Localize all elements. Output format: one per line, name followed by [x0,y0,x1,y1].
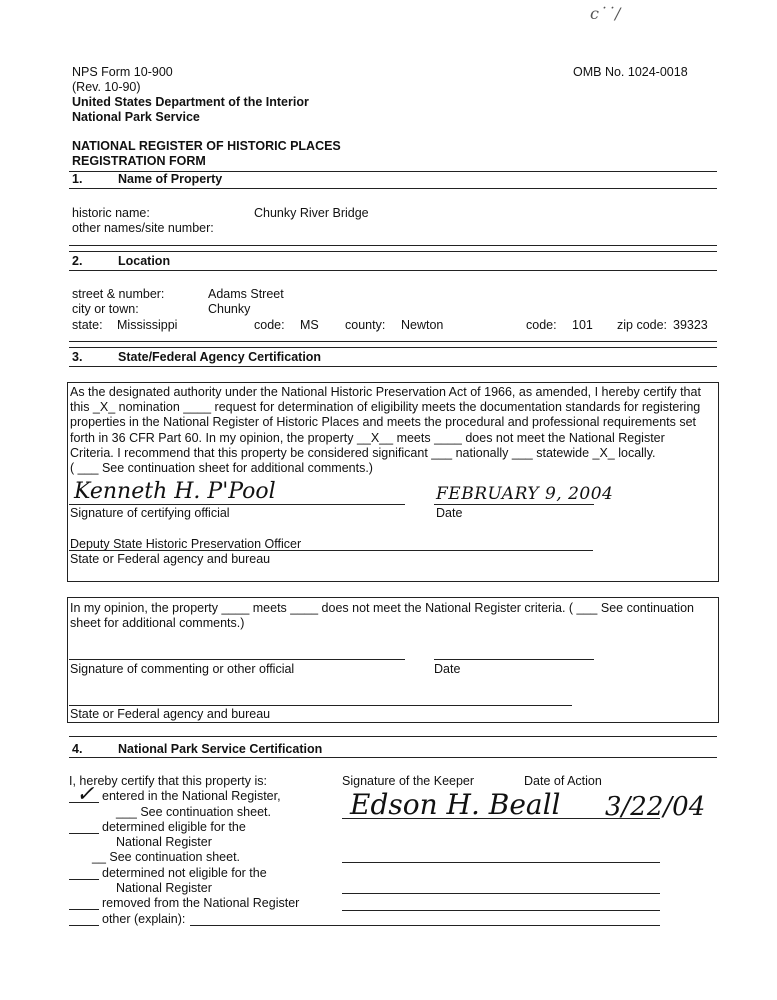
historic-name-label: historic name: [72,206,150,220]
blank-line [69,802,99,803]
certification-date: FEBRUARY 9, 2004 [436,484,614,504]
rule [69,366,717,367]
signature-label: Signature of certifying official [70,506,230,520]
option-not-eligible-cont: National Register [116,881,212,895]
form-title-line1: NATIONAL REGISTER OF HISTORIC PLACES [72,139,341,153]
zip-value: 39323 [673,318,708,332]
comment-date-line [434,659,594,660]
comment-date-label: Date [434,662,461,676]
comment-agency-line [69,705,572,706]
agency-label: State or Federal agency and bureau [70,552,271,566]
form-title-line2: REGISTRATION FORM [72,154,206,168]
keeper-signature: Edson H. Beall [350,788,561,821]
blank-line [342,910,660,911]
other-names-label: other names/site number: [72,221,214,235]
keeper-label: Signature of the Keeper [342,774,475,788]
state-code-label: code: [254,318,285,332]
city-label: city or town: [72,302,139,316]
comment-signature-line [69,659,405,660]
state-label: state: [72,318,103,332]
option-entered: entered in the National Register, [102,789,281,803]
county-label: county: [345,318,386,332]
department: United States Department of the Interior [72,95,309,109]
section1-title: Name of Property [118,172,223,186]
option-eligible: determined eligible for the [102,820,246,834]
option-other: other (explain): [102,912,186,926]
rule [69,736,717,737]
section4-title: National Park Service Certification [118,742,323,756]
state-code-value: MS [300,318,319,332]
opinion-text [70,601,716,631]
entered-check: ✓ [76,782,95,807]
rule [69,251,717,252]
county-code-label: code: [526,318,557,332]
county-code-value: 101 [572,318,593,332]
section2-number: 2. [72,254,83,268]
date-label: Date [436,506,463,520]
nps-intro: I, hereby certify that this property is: [69,774,267,788]
historic-name-value: Chunky River Bridge [254,206,369,220]
option-eligible-cont: National Register [116,835,212,849]
option-not-eligible: determined not eligible for the [102,866,267,880]
option-removed: removed from the National Register [102,896,300,910]
official-title: Deputy State Historic Preservation Officer [70,537,302,551]
other-line [190,925,660,926]
rule [69,347,717,348]
certification-text [70,385,716,476]
blank-line [69,909,99,910]
comment-agency-label: State or Federal agency and bureau [70,707,271,721]
cert-line: this _X_ nomination ____ request for determination of eligibility meets the documentation standards for registering [70,400,701,415]
rule [69,270,717,271]
section2-title: Location [118,254,171,268]
omb-number: OMB No. 1024-0018 [573,65,688,79]
city-value: Chunky [208,302,251,316]
comment-signature-label: Signature of commenting or other official [70,662,295,676]
cert-line: Criteria. I recommend that this property be considered significant ___ nationally ___ statewide _X_ locally. [70,445,656,460]
form-number: NPS Form 10-900 [72,65,173,79]
section3-number: 3. [72,350,83,364]
county-value: Newton [401,318,444,332]
blank-line [342,893,660,894]
cert-line: properties in the National Register of Historic Places and meets the procedural and professional requirements set [70,415,697,430]
action-date-label: Date of Action [524,774,602,788]
agency: National Park Service [72,110,200,124]
zip-label: zip code: [617,318,668,332]
blank-line [69,925,99,926]
blank-line [342,862,660,863]
form-revision: (Rev. 10-90) [72,80,141,94]
date-line [434,504,594,505]
signature-line [69,504,405,505]
blank-line [69,833,99,834]
see-continuation-1: ___ See continuation sheet. [116,805,271,819]
rule [69,341,717,342]
certifying-signature: Kenneth H. P'Pool [74,479,276,504]
keeper-line [342,818,660,819]
street-label: street & number: [72,287,165,301]
corner-mark: c˙˙/ [590,4,621,23]
opinion-line: sheet for additional comments.) [70,616,245,631]
state-value: Mississippi [117,318,178,332]
rule [69,757,717,758]
cert-line: ( ___ See continuation sheet for additional comments.) [70,461,373,476]
action-date: 3/22/04 [605,792,706,822]
blank-line [69,879,99,880]
rule [69,245,717,246]
section4-number: 4. [72,742,83,756]
opinion-line: In my opinion, the property ____ meets ____ does not meet the National Register criteria. ( ___ See continuation [70,601,694,615]
section3-title: State/Federal Agency Certification [118,350,322,364]
cert-line: As the designated authority under the National Historic Preservation Act of 1966, as amended, I hereby certify that [70,385,701,399]
agency-line [69,550,593,551]
see-continuation-2: __ See continuation sheet. [92,850,241,864]
street-value: Adams Street [208,287,284,301]
rule [69,188,717,189]
section1-number: 1. [72,172,83,186]
cert-line: forth in 36 CFR Part 60. In my opinion, the property __X__ meets ____ does not meet the National Register [70,430,665,445]
